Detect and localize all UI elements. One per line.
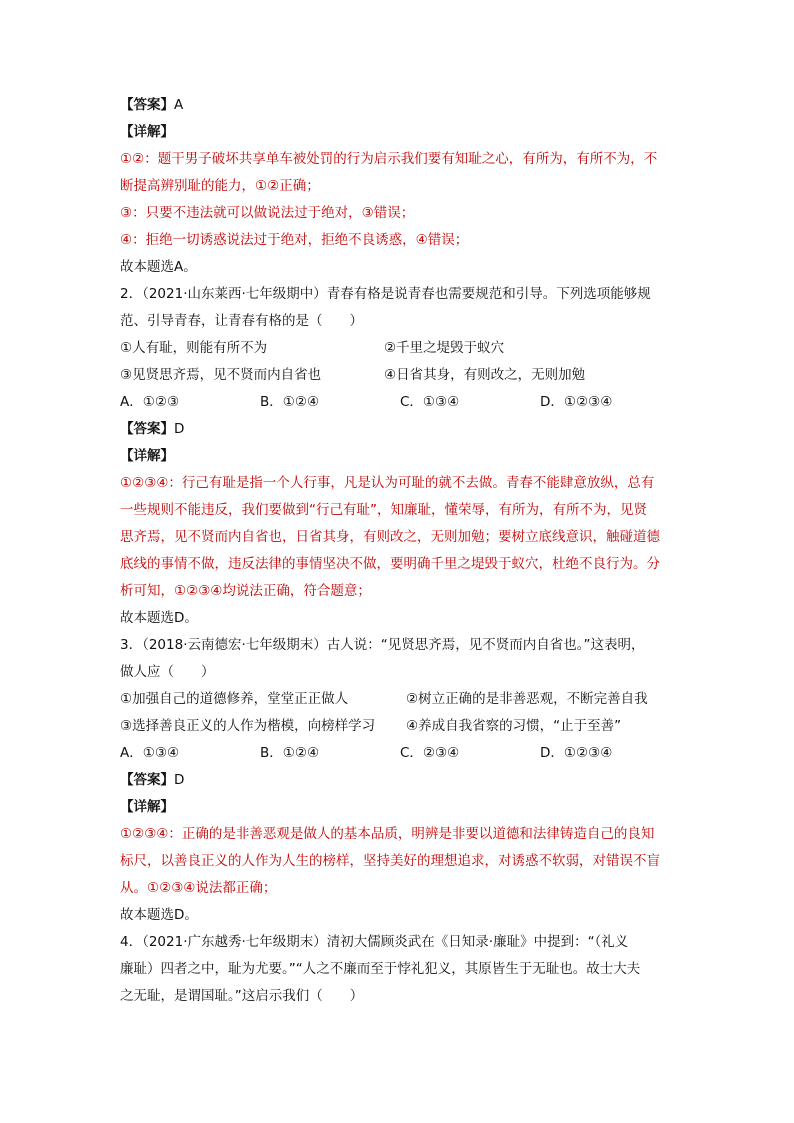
question-stem-line: 4．（2021·广东越秀·七年级期末）清初大儒顾炎武在《日知录·廉耻》中提到：“（礼义 [120, 934, 629, 950]
choice-b: B．①②④ [260, 394, 320, 410]
conclusion-line: 故本题选A。 [120, 259, 197, 275]
explanation-line: 析可知，①②③④均说法正确，符合题意； [120, 583, 371, 599]
option-item: ④日省其身，有则改之，无则加勉 [384, 367, 586, 383]
answer-line [120, 92, 680, 119]
explanation-line: 一些规则不能违反，我们要做到“行己有耻”，知廉耻，懂荣辱，有所为，有所不为，见贤 [120, 502, 647, 518]
question-stem-line: 2．（2021·山东莱西·七年级期中）青春有格是说青春也需要规范和引导。下列选项能够规 [120, 286, 651, 302]
answer-label: 【答案】 [120, 97, 174, 113]
option-item: ②千里之堤毁于蚁穴 [384, 340, 505, 356]
option-item: ①加强自己的道德修养，堂堂正正做人 [120, 691, 349, 707]
question-stem-line: 之无耻，是谓国耻。”这启示我们（ ） [120, 988, 364, 1004]
option-item: ④养成自我省察的习惯，“止于至善” [406, 718, 622, 734]
choice-row [120, 389, 680, 416]
question-stem-line: 做人应（ ） [120, 664, 215, 680]
choice-d: D．①②③④ [540, 745, 613, 761]
explanation-line: 思齐焉，见不贤而内自省也，日省其身，有则改之，无则加勉；要树立底线意识，触碰道德 [120, 529, 660, 545]
conclusion-line: 故本题选D。 [120, 907, 198, 923]
choice-a: A．①②③ [120, 394, 180, 410]
option-item: ①人有耻，则能有所不为 [120, 340, 268, 356]
explanation-line: ①②③④：行己有耻是指一个人行事，凡是认为可耻的就不去做。青春不能肆意放纵，总有 [120, 475, 655, 491]
answer-label: 【答案】 [120, 421, 174, 437]
option-row [120, 686, 680, 713]
choice-d: D．①②③④ [540, 394, 613, 410]
choice-b: B．①②④ [260, 745, 320, 761]
explanation-line: 从。①②③④说法都正确； [120, 880, 277, 896]
explanation-line: 标尺，以善良正义的人作为人生的榜样，坚持美好的理想追求，对诱惑不软弱，对错误不盲 [120, 853, 660, 869]
option-row [120, 362, 680, 389]
option-item: ②树立正确的是非善恶观，不断完善自我 [406, 691, 648, 707]
answer-value: A [174, 97, 184, 113]
detail-label: 【详解】 [120, 448, 174, 464]
detail-label: 【详解】 [120, 124, 174, 140]
detail-label: 【详解】 [120, 799, 174, 815]
explanation-line: ③：只要不违法就可以做说法过于绝对，③错误； [120, 205, 415, 221]
conclusion-line: 故本题选D。 [120, 610, 198, 626]
explanation-line: 断提高辨别耻的能力，①②正确； [120, 178, 320, 194]
explanation-line: 底线的事情不做，违反法律的事情坚决不做，要明确千里之堤毁于蚁穴，杜绝不良行为。分 [120, 556, 660, 572]
choice-row [120, 740, 680, 767]
answer-line [120, 767, 680, 794]
option-item: ③选择善良正义的人作为楷模，向榜样学习 [120, 718, 376, 734]
option-item: ③见贤思齐焉，见不贤而内自省也 [120, 367, 322, 383]
option-row [120, 335, 680, 362]
option-row [120, 713, 680, 740]
choice-c: C．②③④ [400, 745, 460, 761]
question-stem-line: 廉耻）四者之中，耻为尤要。”“人之不廉而至于悖礼犯义，其原皆生于无耻也。故士大夫 [120, 961, 641, 977]
choice-a: A．①③④ [120, 745, 180, 761]
answer-value: D [174, 421, 185, 437]
question-stem-line: 3．（2018·云南德宏·七年级期末）古人说：“见贤思齐焉，见不贤而内自省也。”这表明， [120, 637, 645, 653]
answer-value: D [174, 772, 185, 788]
answer-line [120, 416, 680, 443]
explanation-line: ①②③④：正确的是非善恶观是做人的基本品质，明辨是非要以道德和法律铸造自己的良知 [120, 826, 655, 842]
answer-label: 【答案】 [120, 772, 174, 788]
document-page [120, 92, 680, 1010]
choice-c: C．①③④ [400, 394, 460, 410]
explanation-line: ①②：题干男子破坏共享单车被处罚的行为启示我们要有知耻之心，有所为，有所不为，不 [120, 151, 658, 167]
explanation-line: ④：拒绝一切诱惑说法过于绝对，拒绝不良诱惑，④错误； [120, 232, 469, 248]
question-stem-line: 范、引导青春，让青春有格的是（ ） [120, 313, 363, 329]
